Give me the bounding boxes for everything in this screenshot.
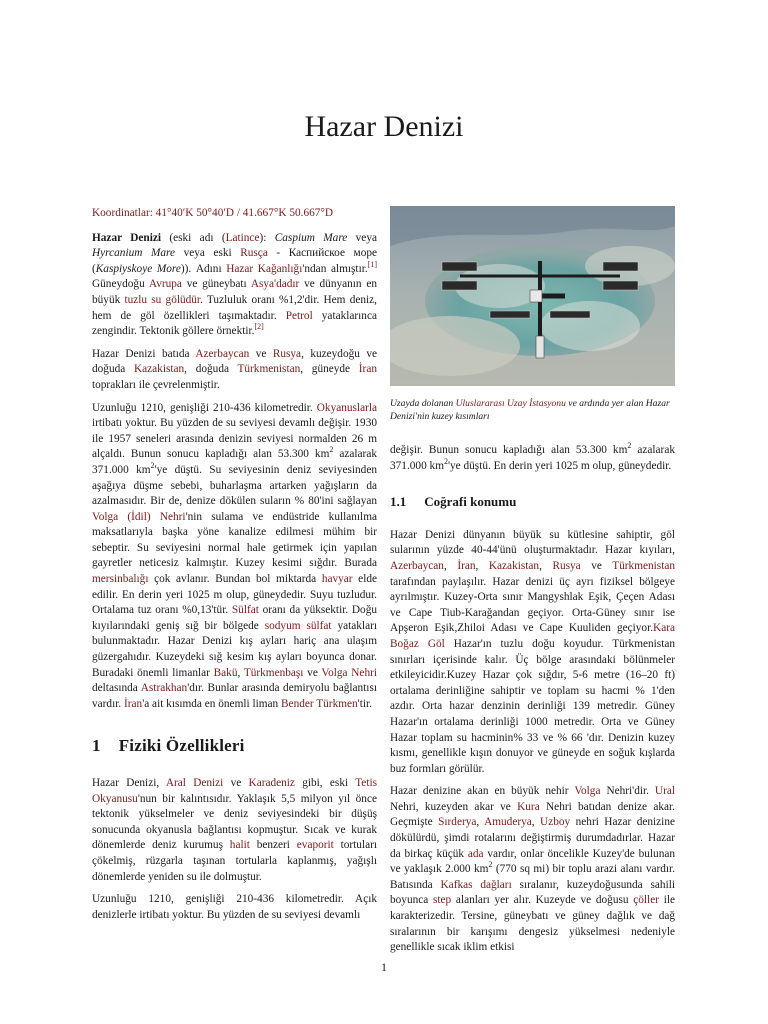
text: ve ardında yer alan Hazar Denizi'nin kuzey kısımları [390,398,670,422]
link-rusca[interactable]: Rusça [240,247,268,260]
iss-caspian-image[interactable] [390,206,675,386]
text: , [475,559,489,572]
text: , [476,816,485,829]
link-turkmenistan[interactable]: Türkmenistan [237,363,301,376]
link-kazakistan-2[interactable]: Kazakistan [488,559,540,572]
text: nehri Hazar denizine dökülürdü, şimdi rotalarını değiştirmiş durumdadırlar. Hazar da birkaç küçük [390,816,675,860]
text: azalarak 371.000 km [92,448,377,476]
link-kafkas-daglari[interactable]: Kafkas dağları [440,878,512,891]
text: oranı da yüksektir. Doğu kıyılarındaki geniş sığ bir bölgede [92,604,377,632]
link-bender-turkmen[interactable]: Bender Türkmen [281,697,358,710]
text: toprakları ile çevrelenmiştir. [92,378,220,391]
text: , [539,559,553,572]
text: ve [580,559,613,572]
link-coller[interactable]: çöller [633,894,659,907]
text: Güneydoğu [92,278,149,291]
link-sirderya[interactable]: Sırderya [438,816,477,829]
text: Nehri'dir. [600,785,655,798]
superscript: 2 [443,456,448,466]
section-number: 1 [92,736,101,756]
text: 'ndan almıştır. [302,262,368,275]
link-aral-denizi[interactable]: Aral Denizi [165,777,224,789]
section1-paragraph-1 [92,776,377,885]
text: (eski adı ( [161,231,226,244]
intro-paragraph-3 [92,401,377,713]
superscript: 2 [329,445,334,455]
superscript: 2 [488,860,493,870]
text: Uzayda dolanan [390,398,456,409]
text: , güneyde [300,363,359,376]
link-azerbaycan[interactable]: Azerbaycan [195,347,250,360]
text: Hazar denizine akan en büyük nehir [390,785,575,798]
link-okyanuslarla[interactable]: Okyanuslarla [316,401,377,414]
reference-2[interactable]: [2] [254,322,264,332]
text: 'nin sulama ve endüstride kullanılma maksatlarıyla başka yöne kanalize edilmesi mühim bir sebeptir. Su seviyesini normal hale getirmek için yapılan gayretler neticesiz kalmıştır. Kuzey kesimi sığdır. Burada [92,510,377,570]
page-number: 1 [381,960,387,974]
link-volga-2[interactable]: Volga [574,785,601,798]
text: benzeri [249,839,297,852]
text: , [443,559,458,572]
text: 'ye düştü. En derin yeri 1025 m olup, güneydedir. [447,459,672,472]
link-rusya-2[interactable]: Rusya [552,559,581,572]
superscript: 2 [150,461,155,471]
text: tortuları çökelmiş, rüzgarla taşınan tortularla kaplanmış, yağışlı dönemlerde yeniden su ile dolmuştur. [92,839,378,883]
text: gibi, eski [294,777,356,789]
link-volga[interactable]: Volga Nehri [321,666,377,679]
article-name: Hazar Denizi [92,231,162,244]
section11-paragraph-1 [390,528,675,778]
text: veya [347,231,377,244]
right-column [390,206,675,963]
link-halit[interactable]: halit [229,839,250,852]
link-uluslararasi-uzay-istasyonu[interactable]: Uluslararası Uzay İstasyonu [455,398,566,409]
text: Nehri batıdan denize akar. Geçmişte [390,800,675,829]
link-kazakistan[interactable]: Kazakistan [133,363,185,376]
text: Hazar Denizi, [92,777,166,789]
section-title: Fiziki Özellikleri [118,736,245,756]
text: 'dır. Bunlar arasında demiryolu bağlantısı vardır. [92,682,377,710]
text: ve [249,347,273,360]
text: ile karakterizedir. Tersine, güneybatı ve güney dağlık ve dağ sıralarının bir karışımı dengesiz yükselmesi nedeniyle genellikle sıcak iklim etkisi [390,894,675,954]
section1-paragraph-2: Uzunluğu 1210, genişliği 210-436 kilometredir. Açık denizlerle irtibatı yoktur. Bu yüzden de su seviyesi devamlı [92,893,377,921]
text: Nehri, kuzeyden akar ve [390,800,518,813]
link-havyar[interactable]: havyar [321,573,353,586]
text: sıralanır, kuzeydoğusunda sahili boyunca [390,878,676,907]
link-baku[interactable]: Bakü [213,666,238,679]
text: Uzunluğu 1210, genişliği 210-436 kilometredir. [92,401,317,414]
text: ve güneybatı [181,278,251,291]
link-sulfat[interactable]: Sülfat [231,604,259,617]
link-turkmenbasi[interactable]: Türkmenbaşı [243,666,304,679]
link-sodyum-sulfat[interactable]: sodyum sülfat [264,619,332,632]
text: alanları yer alır. Kuzeyde ve doğusu [451,894,634,907]
link-ural[interactable]: Ural [654,785,675,798]
text: deltasında [92,682,141,695]
text: ve [223,777,249,789]
text: Hazar Denizi dünyanın büyük su kütlesine sahiptir, göl sularının yüzde 40-44'ünü oluşturmaktadır. Hazar kıyıları, [390,528,675,557]
text: değişir. Bunun sonucu kapladığı alan 53.300 km [390,444,628,456]
text: 'ye düştü. Su seviyesinin deniz seviyesinden aşağıya düşme sebebi, buharlaşma artarken yağışların da azalmasıdır. Bir de, denize dökülen suların % 80'ini sağlayan [92,463,377,508]
link-hazar-kaganligi[interactable]: Hazar Kağanlığı [226,262,303,275]
link-petrol[interactable]: Petrol [285,309,313,322]
link-astrakhan[interactable]: Astrakhan [140,682,188,695]
text: yataklarınca zengindir. Tektonik göllere örnektir. [92,309,377,338]
link-turkmenistan-2[interactable]: Türkmenistan [612,559,675,572]
text: 'tir. [357,697,372,710]
link-tetis-okyanusu[interactable]: Tetis Okyanusu [92,777,377,805]
section-heading-fiziki [92,738,377,754]
text: irtibatı yoktur. Bu yüzden de su seviyesi devamlı değişir. 1930 ile 1957 seneleri arasında denizin seviyesi normalden 26 m alçaldı. Bunun sonucu kapladığı alan 53.300 km [92,417,377,461]
link-tuzlu-su-golu[interactable]: tuzlu su gölüdür [124,293,201,306]
intro-paragraph-2 [92,347,377,394]
italic-text: Kaspiyskoye More [95,262,181,275]
text: 'a ait kısımda en önemli liman [142,697,282,710]
section1-continuation [390,443,675,474]
text: tarafından paylaşılır. Hazar denizi üç ayrı fiziksel bölgeye ayrılmıştır. Kuzey-Orta sınır Mangyshlak Eşik, Çeçen Adası ve Cape Tiub-Karağandan geçiyor. Orta-Güney sınır ise Apşeron Eşik,Zhiloi Adası ve Cape Kuuliden geçiyor. [390,575,675,635]
link-azerbaycan-2[interactable]: Azerbaycan [390,559,444,572]
italic-text: Caspium Mare [274,231,348,244]
link-amuderya[interactable]: Amuderya [484,816,532,829]
text: , [237,666,244,679]
link-kara-bogaz-gol[interactable]: Kara Boğaz Göl [390,622,675,650]
page-title: Hazar Denizi [304,110,464,143]
text: elde edilir. En derin yeri 1025 m olup, güneydedir. Suyu tuzludur. Ortalama tuz oranı %0,13'tür. [92,573,377,617]
left-column [92,206,377,930]
text: ve [303,666,322,679]
link-avrupa[interactable]: Avrupa [148,278,182,291]
text: - Каспийское море ( [92,247,377,275]
reference-1[interactable]: [1] [367,260,377,270]
text: 'nun bir kalıntısıdır. Yaklaşık 5,5 milyon yıl önce tektonik yükselmeler ve deniz seviyesindeki bir düşüş sonucunda okyanusla bağlantısı kopmuştur. Sıcak ve kurak dönemlerde deniz kurumuş [92,792,377,852]
satellite-photo [390,206,675,386]
link-uzboy[interactable]: Uzboy [540,816,571,829]
italic-text: Hyrcanium Mare [92,247,176,260]
link-volga-nehri[interactable]: Volga (İdil) Nehri [92,510,186,523]
link-iran-2[interactable]: İran [124,697,143,710]
text: veya eski [175,247,241,260]
text: azalarak 371.000 km [390,444,675,472]
text: ve dünyanın en büyük [92,278,378,306]
link-mersinbaligi[interactable]: mersinbalığı [92,573,149,586]
text: . Tuzluluk oranı %1,2'dir. Hem deniz, hem de göl özellikleri taşımaktadır. [92,293,377,322]
text: (770 sq mi) bir toplu arazi alanı vardır. Batısında [390,863,675,891]
link-ada[interactable]: ada [467,847,484,860]
coordinates[interactable]: Koordinatlar: 41°40′K 50°40′D / 41.667°K 50.667°D [92,207,334,219]
subsection-number: 1.1 [390,494,407,510]
text: ): [259,231,275,244]
text: çok avlanır. Bundan bol miktarda [148,573,322,586]
text: , [531,816,541,829]
text: Hazar Denizi batıda [92,347,196,360]
link-step[interactable]: step [433,894,452,907]
link-latince[interactable]: Latince [225,231,260,244]
link-evaporit[interactable]: evaporit [296,839,334,852]
text: vardır, onlar öncelikle Kuzey'de bulunan ve yaklaşık 2.000 km [390,847,675,876]
text: )). Adını [180,262,227,275]
link-karadeniz[interactable]: Karadeniz [248,777,295,789]
link-iran[interactable]: İran [358,363,377,376]
link-asya[interactable]: Asya'dadır [250,278,300,291]
text: , kuzeydoğu ve doğuda [92,347,377,376]
link-iran-3[interactable]: İran [457,559,476,572]
superscript: 2 [627,441,632,451]
link-kura[interactable]: Kura [517,800,540,813]
subsection-heading-cografi [390,494,675,510]
link-rusya[interactable]: Rusya [272,347,302,360]
figure-caption [390,397,675,423]
text: Hazar'ın tuzlu doğu koyudur. Türkmenistan sınırları içerisinde kalır. Üç bölge arasındaki bölünmeler etkileyicidir.Kuzey Hazar çok sığdır, 5-6 metre (16–20 ft) ortalama derinliğine sahiptir ve toplam su hacmi % 1'den azdır. Orta hazar denzinin derinliği 139 metredir. Güney Hazar'ın ortalama derinliği 1000 metredir. Orta ve Güney Hazar toplam su hacminin% 33 ve % 66 'dır. Denizin kuzey kısmı, genellikle kışın donuyor ve güneyde en soğuk kışlarda buz formları görülür. [390,637,675,775]
text: yatakları bulunmaktadır. Hazar Denizi kış ayları hariç ana ulaşım güzergahıdır. Kuzeydeki sığ kesim kış ayları boyunca donar. Buradaki önemli limanlar [92,619,377,679]
subsection-title: Coğrafi konumu [424,494,517,510]
intro-paragraph-1 [92,231,377,340]
section11-paragraph-2 [390,784,675,956]
text: , doğuda [184,363,238,376]
